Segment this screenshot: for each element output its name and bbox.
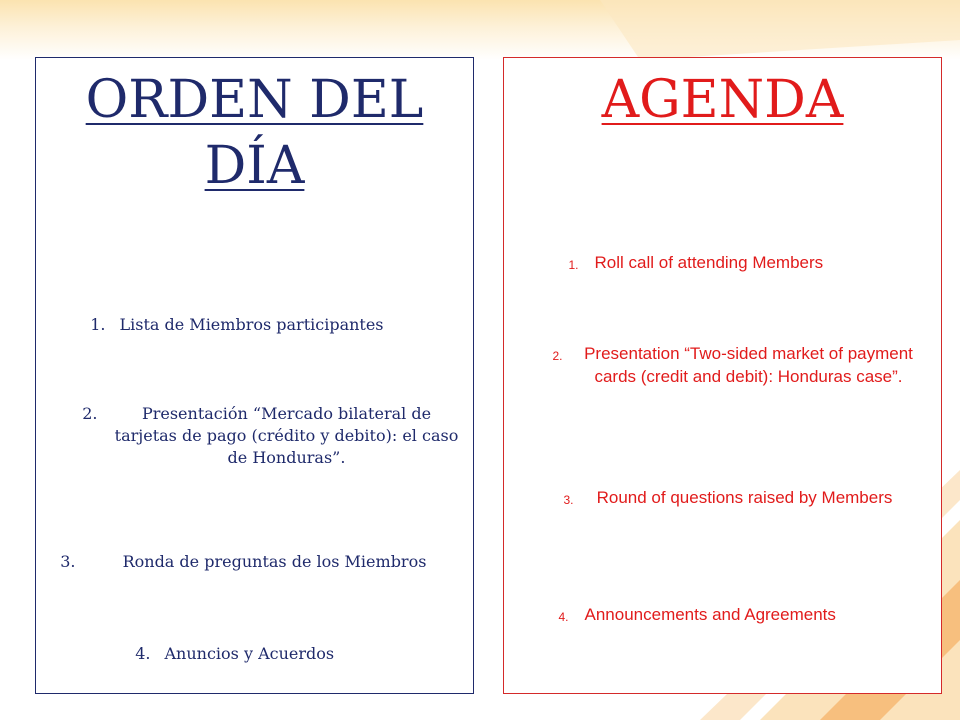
item-text: Roll call of attending Members [594, 253, 824, 272]
english-item-3 [504, 486, 941, 512]
spanish-item-3 [36, 551, 473, 573]
item-text: Round of questions raised by Members [596, 488, 893, 507]
item-text: Presentation “Two-sided market of payment cards (credit and debit): Honduras case”. [584, 344, 913, 386]
item-number: 2. [552, 349, 563, 363]
item-text: Ronda de preguntas de los Miembros [122, 552, 427, 571]
item-text: Anuncios y Acuerdos [164, 644, 335, 663]
english-title: AGENDA [601, 70, 844, 130]
item-text: Lista de Miembros participantes [119, 315, 384, 334]
item-number: 1. [90, 315, 106, 334]
item-number: 3. [563, 493, 574, 507]
english-agenda-panel [503, 57, 942, 694]
spanish-item-2 [36, 403, 473, 469]
english-item-4 [504, 603, 941, 629]
item-number: 1. [568, 258, 579, 272]
item-text: Presentación “Mercado bilateral de tarjetas de pago (crédito y debito): el caso de Honduras”. [114, 404, 459, 467]
spanish-title [36, 70, 473, 196]
item-number: 3. [60, 552, 76, 571]
english-item-2 [504, 342, 941, 388]
item-number: 2. [82, 404, 98, 423]
item-number: 4. [135, 644, 151, 663]
spanish-title-line2: DÍA [204, 136, 305, 196]
english-item-1 [504, 251, 941, 277]
item-text: Announcements and Agreements [584, 605, 836, 624]
spanish-title-line1: ORDEN DEL [85, 70, 424, 130]
spanish-item-4 [36, 643, 473, 665]
item-number: 4. [558, 610, 569, 624]
spanish-item-1 [36, 314, 473, 336]
spanish-agenda-panel [35, 57, 474, 694]
